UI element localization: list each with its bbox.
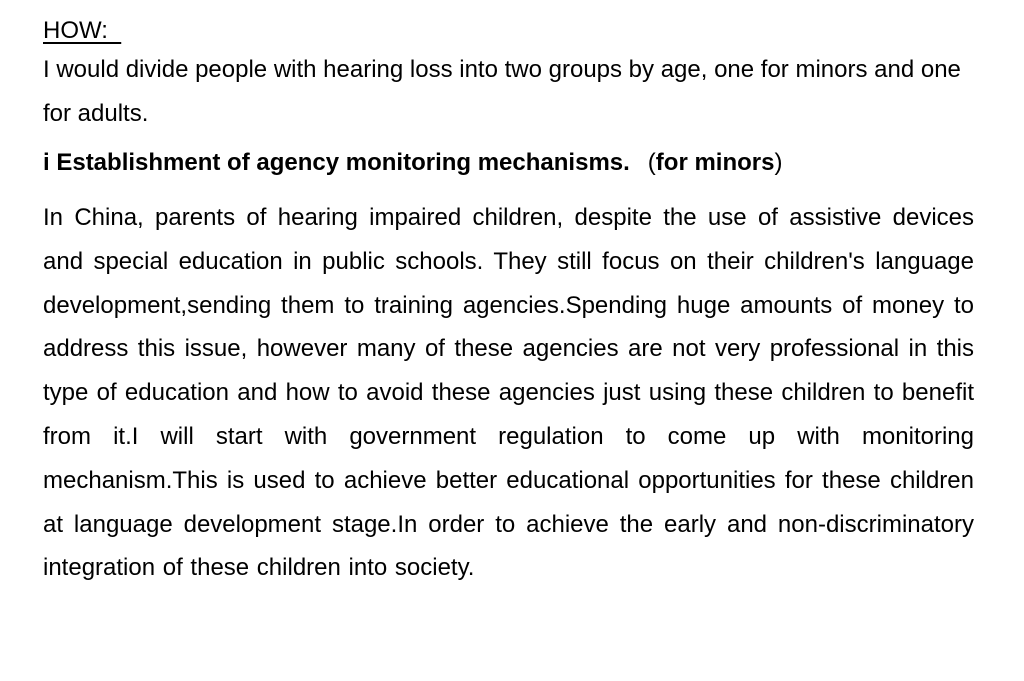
document-page (43, 14, 974, 590)
qualifier-close-paren: ) (774, 149, 783, 176)
intro-paragraph: I would divide people with hearing loss into two groups by age, one for minors and one for adults. (43, 56, 961, 127)
body-paragraph: In China, parents of hearing impaired children, despite the use of assistive devices and special education in public schools. They still focus on their children's language development,sending them to training agencies.Spending huge amounts of money to address this issue, however many of these agencies are not very professional in this type of education and how to avoid these agencies just using these children to benefit from it.I will start with government regulation to come up with monitoring mechanism.This is used to achieve better educational opportunities for these children at language development stage.In order to achieve the early and non-discriminatory integration of these children into society. (43, 204, 974, 582)
subsection-title-text: i Establishment of agency monitoring mechanisms. (43, 149, 630, 176)
section-heading-how: HOW: (43, 17, 122, 44)
subsection-title (43, 146, 974, 180)
qualifier-text: for minors (655, 149, 775, 176)
qualifier-open-paren: ( (647, 149, 656, 176)
